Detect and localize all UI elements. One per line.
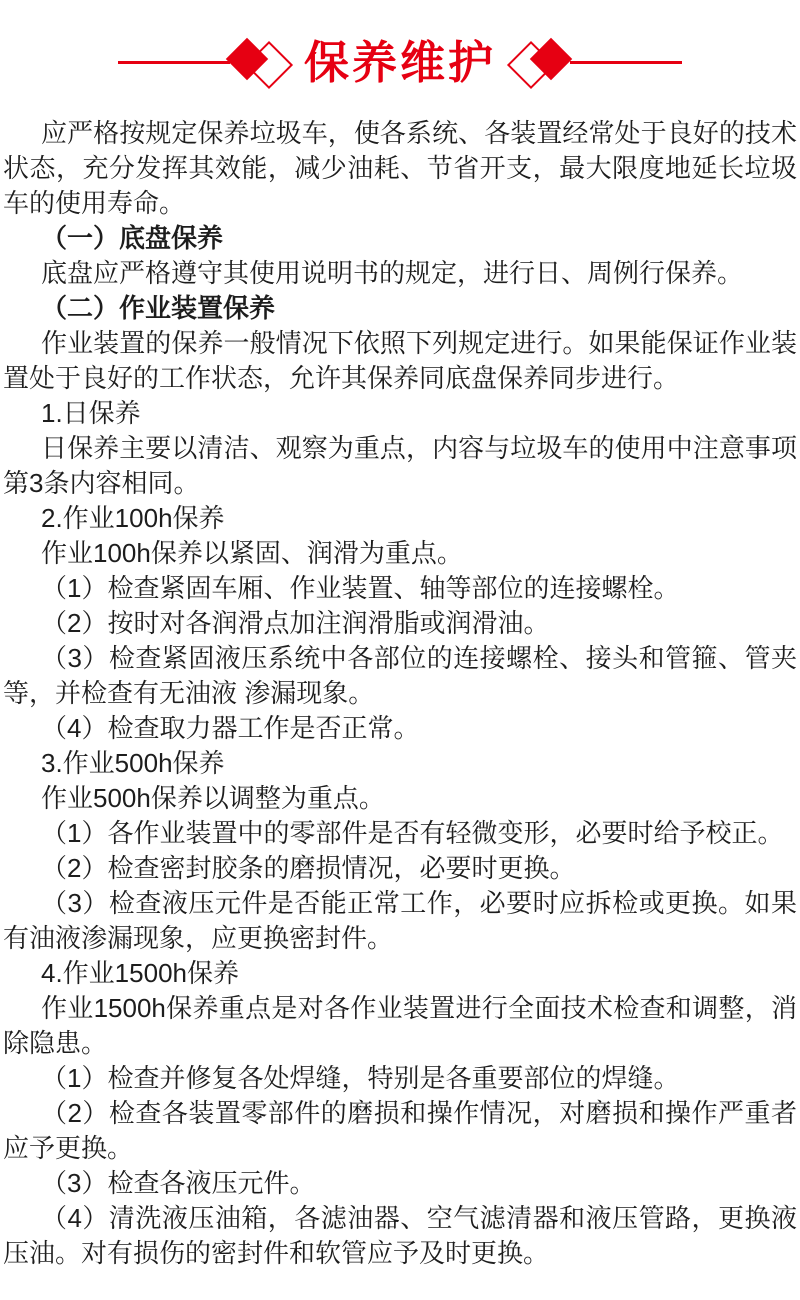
header-rule-right [570,61,682,64]
diamond-decoration-right [512,37,570,87]
paragraph: （4）清洗液压油箱，各滤油器、空气滤清器和液压管路，更换液压油。对有损伤的密封件和软管应予及时更换。 [3,1203,797,1268]
section-heading: （一）底盘保养 [41,223,224,253]
paragraph: （4）检查取力器工作是否正常。 [41,713,420,743]
paragraph: （1）各作业装置中的零部件是否有轻微变形，必要时给予校正。 [41,818,784,848]
paragraph: 2.作业100h保养 [41,503,225,533]
paragraph: 4.作业1500h保养 [41,958,239,988]
diamond-decoration-left [230,37,288,87]
section-header [0,0,800,110]
header-rule-left [118,61,230,64]
paragraph: （3）检查液压元件是否能正常工作，必要时应拆检或更换。如果有油液渗漏现象，应更换密封件。 [3,888,797,953]
paragraph: 3.作业500h保养 [41,748,225,778]
paragraph: （1）检查并修复各处焊缝，特别是各重要部位的焊缝。 [41,1063,680,1093]
paragraph: 日保养主要以清洁、观察为重点，内容与垃圾车的使用中注意事项第3条内容相同。 [3,433,797,498]
paragraph: （1）检查紧固车厢、作业装置、轴等部位的连接螺栓。 [41,573,680,603]
paragraph: 作业100h保养以紧固、润滑为重点。 [41,538,463,568]
section-heading: （二）作业装置保养 [41,293,276,323]
paragraph: 作业500h保养以调整为重点。 [41,783,385,813]
paragraph: 作业1500h保养重点是对各作业装置进行全面技术检查和调整，消除隐患。 [3,993,797,1058]
paragraph: 应严格按规定保养垃圾车，使各系统、各装置经常处于良好的技术状态，充分发挥其效能，减少油耗、节省开支，最大限度地延长垃圾车的使用寿命。 [3,118,797,218]
paragraph: （2）按时对各润滑点加注润滑脂或润滑油。 [41,608,550,638]
document-body [0,116,800,1271]
paragraph: （3）检查紧固液压系统中各部位的连接螺栓、接头和管箍、管夹等，并检查有无油液 渗漏现象。 [3,643,797,708]
paragraph: （2）检查密封胶条的磨损情况，必要时更换。 [41,853,576,883]
paragraph: 作业装置的保养一般情况下依照下列规定进行。如果能保证作业装置处于良好的工作状态，允许其保养同底盘保养同步进行。 [3,328,797,393]
paragraph: 1.日保养 [41,398,141,428]
paragraph: （2）检查各装置零部件的磨损和操作情况，对磨损和操作严重者应予更换。 [3,1098,797,1163]
page-title: 保养维护 [303,36,496,88]
paragraph: （3）检查各液压元件。 [41,1168,316,1198]
paragraph: 底盘应严格遵守其使用说明书的规定，进行日、周例行保养。 [41,258,744,288]
